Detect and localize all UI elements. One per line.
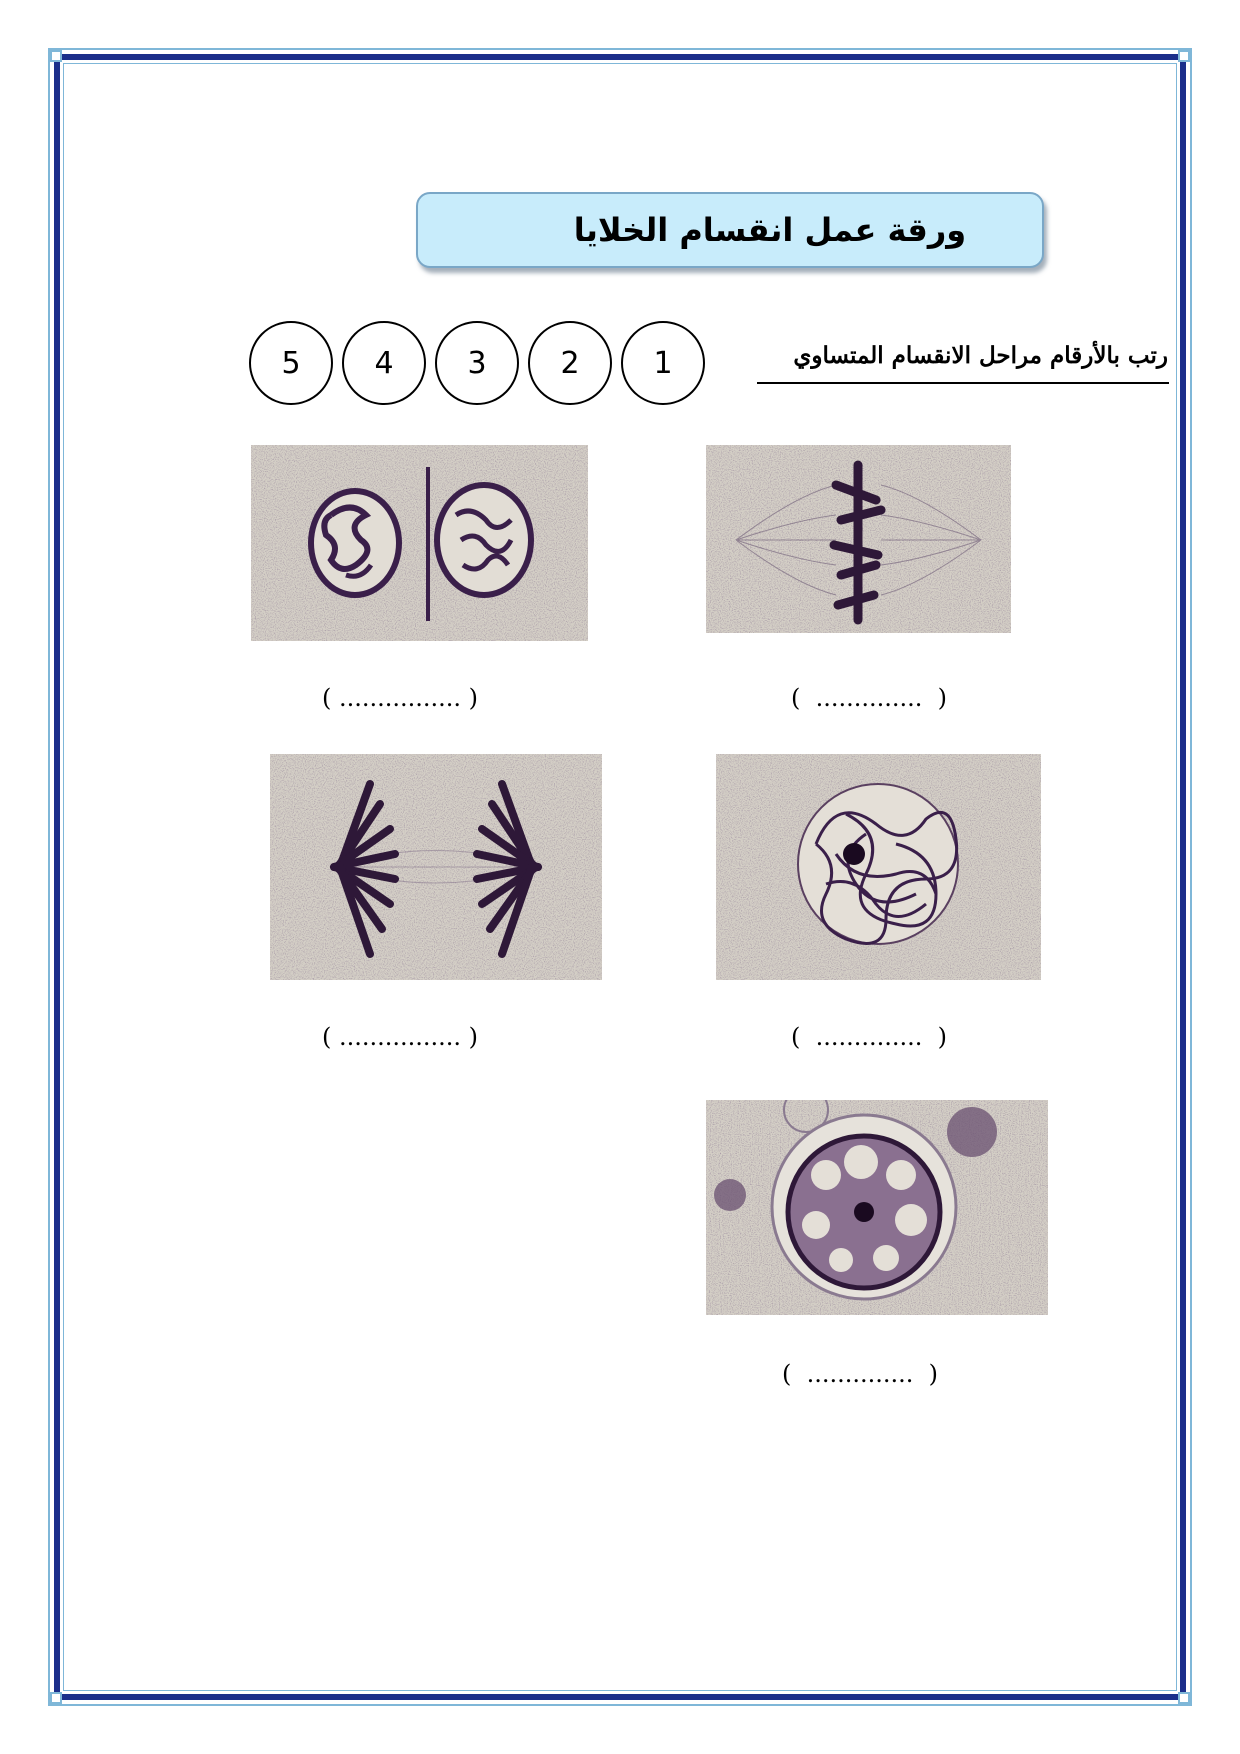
metaphase-image bbox=[706, 445, 1011, 633]
border-corner-ornament bbox=[1178, 50, 1190, 62]
answer-blank-prophase[interactable]: ( .............. ) bbox=[791, 1023, 948, 1051]
answer-blank-metaphase[interactable]: ( .............. ) bbox=[791, 684, 948, 712]
border-corner-ornament bbox=[1178, 1692, 1190, 1704]
interphase-image bbox=[706, 1100, 1048, 1315]
title-banner bbox=[416, 192, 1044, 268]
number-circle-2: 2 bbox=[528, 321, 612, 405]
telophase-image bbox=[251, 445, 588, 641]
instruction-underline bbox=[757, 382, 1169, 384]
number-circle-1: 1 bbox=[621, 321, 705, 405]
number-circle-4: 4 bbox=[342, 321, 426, 405]
number-circle-3: 3 bbox=[435, 321, 519, 405]
prophase-image bbox=[716, 754, 1041, 980]
border-corner-ornament bbox=[50, 50, 62, 62]
border-corner-ornament bbox=[50, 1692, 62, 1704]
page-title: ورقة عمل انقسام الخلايا bbox=[573, 211, 967, 249]
answer-blank-interphase[interactable]: ( .............. ) bbox=[782, 1360, 939, 1388]
answer-blank-anaphase[interactable]: ( ................ ) bbox=[322, 1023, 479, 1051]
instruction-text: رتب بالأرقام مراحل الانقسام المتساوي bbox=[793, 342, 1168, 369]
answer-blank-telophase[interactable]: ( ................ ) bbox=[322, 684, 479, 712]
number-circle-5: 5 bbox=[249, 321, 333, 405]
anaphase-image bbox=[270, 754, 602, 980]
